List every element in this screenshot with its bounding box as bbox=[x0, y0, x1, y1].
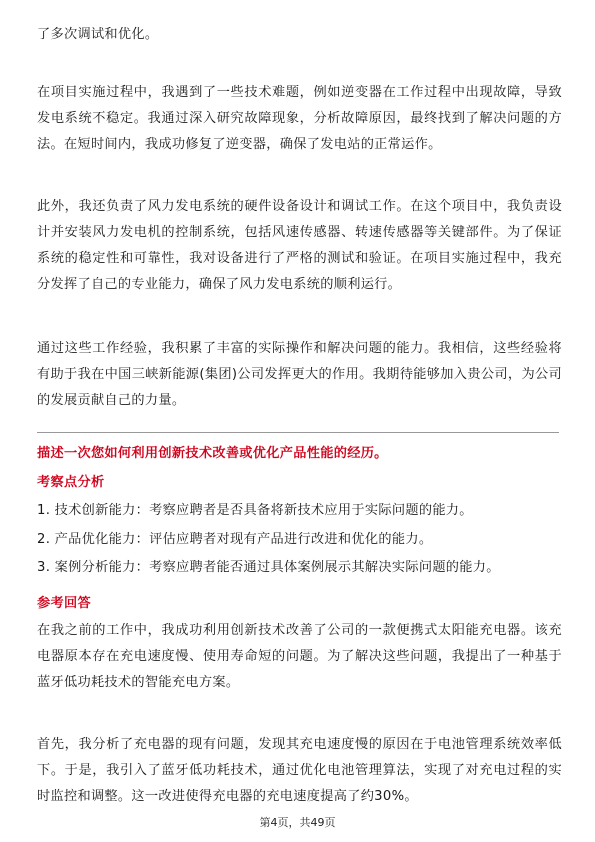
analysis-item-2: 2. 产品优化能力：评估应聘者对现有产品进行改进和优化的能力。 bbox=[37, 532, 433, 547]
summary-paragraph: 通过这些工作经验，我积累了丰富的实际操作和解决问题的能力。我相信，这些经验将有助于我在中国三峡新能源(集团)公司发挥更大的作用。我期待能够加入贵公司，为公司的发展贡献自己的力量。 bbox=[37, 341, 562, 408]
interview-question: 描述一次您如何利用创新技术改善或优化产品性能的经历。 bbox=[37, 446, 388, 461]
intro-tail-paragraph: 了多次调试和优化。 bbox=[37, 27, 159, 42]
section-divider bbox=[37, 432, 559, 433]
wind-power-paragraph: 此外，我还负责了风力发电系统的硬件设备设计和调试工作。在这个项目中，我负责设计并安装风力发电机的控制系统，包括风速传感器、转速传感器等关键部件。为了保证系统的稳定性和可靠性，我对设备进行了严格的测试和验证。在项目实施过程中，我充分发挥了自己的专业能力，确保了风力发电系统的顺利运行。 bbox=[37, 199, 562, 292]
answer-paragraph-1: 在我之前的工作中，我成功利用创新技术改善了公司的一款便携式太阳能充电器。该充电器原本存在充电速度慢、使用寿命短的问题。为了解决这些问题，我提出了一种基于蓝牙低功耗技术的智能充电方案。 bbox=[37, 623, 562, 690]
answer-heading: 参考回答 bbox=[37, 596, 91, 611]
analysis-item-3: 3. 案例分析能力：考察应聘者能否通过具体案例展示其解决实际问题的能力。 bbox=[37, 560, 500, 575]
inverter-paragraph: 在项目实施过程中，我遇到了一些技术难题，例如逆变器在工作过程中出现故障，导致发电系统不稳定。我通过深入研究故障现象，分析故障原因，最终找到了解决问题的方法。在短时间内，我成功修复了逆变器，确保了发电站的正常运作。 bbox=[37, 85, 562, 152]
answer-paragraph-2: 首先，我分析了充电器的现有问题，发现其充电速度慢的原因在于电池管理系统效率低下。于是，我引入了蓝牙低功耗技术，通过优化电池管理算法，实现了对充电过程的实时监控和调整。这一改进使得充电器的充电速度提高了约30%。 bbox=[37, 737, 562, 804]
analysis-item-1: 1. 技术创新能力：考察应聘者是否具备将新技术应用于实际问题的能力。 bbox=[37, 503, 473, 518]
page-number-footer: 第4页，共49页 bbox=[259, 816, 336, 829]
analysis-heading: 考察点分析 bbox=[37, 475, 105, 490]
